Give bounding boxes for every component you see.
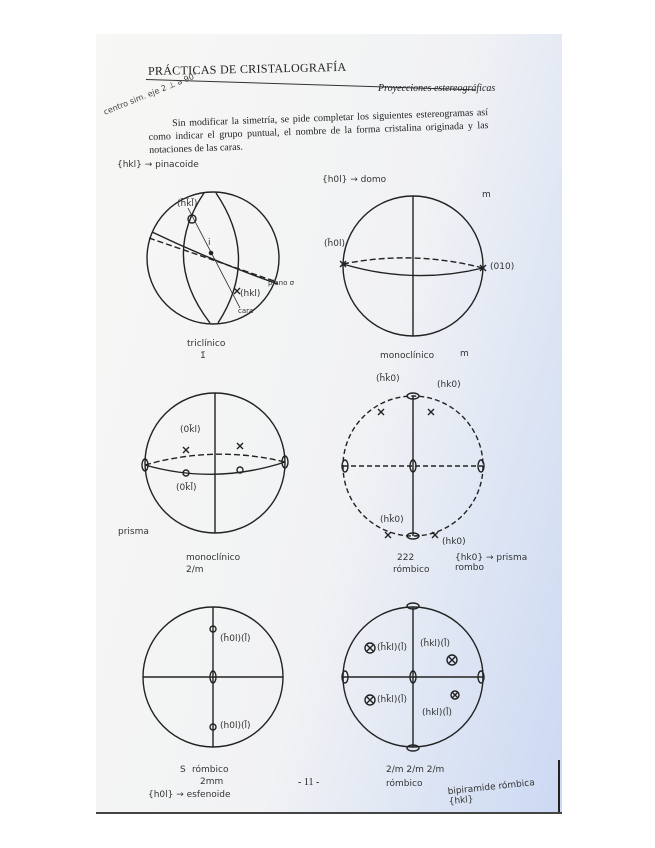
fig1-plano-label: plano σ [268, 279, 295, 287]
fig2-group-label: m [460, 349, 469, 359]
fig3-top-label: (0k̄l) [180, 425, 201, 435]
fig6-tr-label: (h̄kl)(l̄) [420, 639, 450, 649]
fig3-system-label: monoclínico [186, 553, 241, 563]
fig6-br-label: (hkl)(l̄) [422, 708, 452, 718]
fig6-bl-label: (hk̄l)(l̄) [377, 695, 407, 705]
stereogram-1 [147, 192, 279, 324]
fig5-form-label: {h0l} → esfenoide [148, 790, 231, 800]
fig6-tl-label: (h̄k̄l)(l̄) [377, 643, 407, 653]
fig4-code-label: 222 [397, 553, 415, 563]
intro-text: Sin modificar la simetría, se pide completar los siguientes estereogramas así como indicar el grupo puntual, el nombre de la forma cristalina originada y las notaciones de las caras. [148, 107, 489, 156]
fig3-side-label: prisma [118, 527, 149, 537]
fig2-m-label: m [482, 190, 491, 200]
stereogram-4 [342, 393, 484, 539]
fig5-s-label: S [180, 765, 186, 775]
fig6-system-label: rómbico [386, 779, 423, 789]
fig3-bottom-label: (0k̄l̄) [176, 483, 197, 493]
fig1-group-label: 1̄ [200, 351, 206, 361]
fig1-center-label: i [208, 238, 211, 248]
fig4-br-label: (hk0) [442, 537, 466, 547]
fig1-face-label: (h̄k̄l̄) [177, 199, 198, 209]
fig4-form-label: {hk0} → prisma rombo [455, 553, 528, 573]
fig2-form-label: {h0l} → domo [322, 175, 387, 185]
stereogram-6 [342, 603, 484, 751]
fig1-system-label: triclínico [187, 339, 226, 349]
header-subtitle: Proyecciones estereográficas [378, 83, 496, 94]
fig2-left-label: (h̄0l) [324, 239, 345, 249]
stereogram-5 [143, 607, 283, 747]
fig4-tl-label: (h̄k̄0) [376, 374, 400, 384]
fig4-system-label: rómbico [393, 565, 430, 575]
fig2-system-label: monoclínico [380, 351, 435, 361]
fig5-top-label: (h̄0l)(l̄) [220, 634, 251, 644]
fig1-form-label: {hkl} → pinacoide [117, 160, 199, 170]
fig5-group-label: 2mm [200, 777, 224, 787]
page-number: - 11 - [298, 777, 320, 788]
header-title: PRÁCTICAS DE CRISTALOGRAFÍA [147, 59, 347, 78]
fig5-system-label: rómbico [192, 765, 229, 775]
stereogram-2 [340, 196, 486, 336]
fig6-form-label: bipiramide rómbica {hkl} [447, 778, 536, 808]
fig5-bottom-label: (h0l)(l̄) [220, 721, 251, 731]
fig4-tr-label: (hk0) [437, 380, 461, 390]
stereogram-3 [142, 393, 288, 533]
margin-note: centro sim. eje 2 ⊥ a 90° [102, 70, 200, 117]
fig1-face2-label: (hkl) [240, 289, 261, 299]
fig4-bl-label: (hk̄0) [380, 515, 404, 525]
fig3-group-label: 2/m [186, 565, 204, 575]
fig6-group-label: 2/m 2/m 2/m [386, 765, 445, 775]
fig2-right-label: (010) [490, 262, 515, 272]
fig1-cara-label: cara [238, 307, 254, 315]
